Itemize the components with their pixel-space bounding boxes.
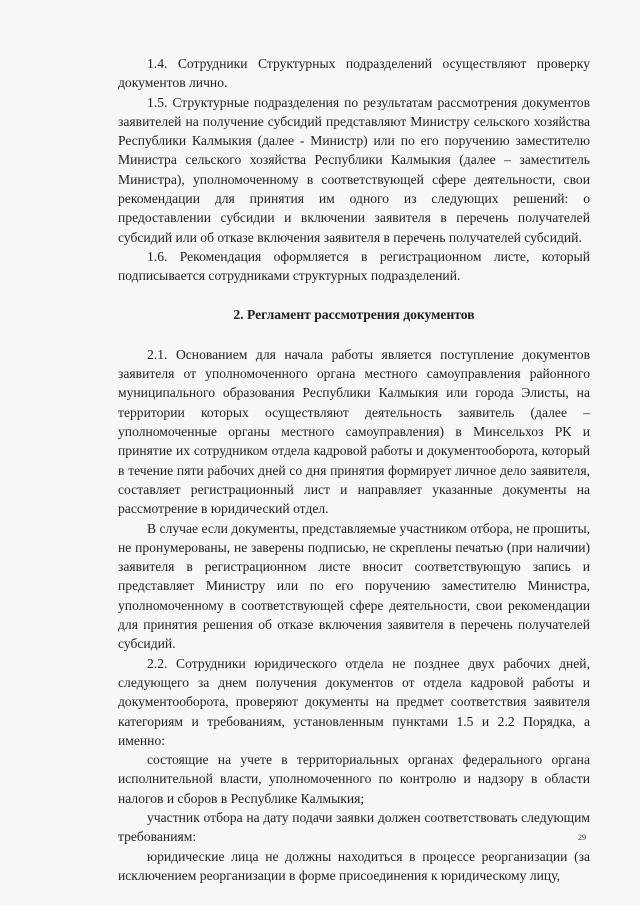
paragraph-1-6: 1.6. Рекомендация оформляется в регистрационном листе, который подписывается сотрудниками структурных подразделений.: [118, 248, 590, 284]
paragraph-tax-registration: состоящие на учете в территориальных органах федерального органа исполнительной власти, уполномоченного по контролю и надзору в области налогов и сборов в Республике Калмыкия;: [118, 752, 590, 806]
paragraph-1-5: 1.5. Структурные подразделения по результатам рассмотрения документов заявителей на получение субсидий представляют Министру сельского хозяйства Республики Калмыкия (далее - Министр) или по его поручению заместителю Министра сельского хозяйства Республики Калмыкия (далее – заместитель Министра), уполномоченному в соответствующей сфере деятельности, свои рекомендации для принятия им одного из следующих решений: о предоставлении субсидии и включении заявителя в перечень получателей субсидий или об отказе включения заявителя в перечень получателей субсидий.: [118, 94, 590, 245]
paragraph-2-2: 2.2. Сотрудники юридического отдела не позднее двух рабочих дней, следующего за днем получения документов от отдела кадровой работы и документооборота, проверяют документы на предмет соответствия заявителя категориям и требованиям, установленным пунктами 1.5 и 2.2 Порядка, а именно:: [118, 655, 590, 748]
paragraph-1-4: 1.4. Сотрудники Структурных подразделений осуществляют проверку документов лично.: [118, 56, 590, 91]
section-heading: 2. Регламент рассмотрения документов: [233, 306, 475, 322]
paragraph-2-1: 2.1. Основанием для начала работы является поступление документов заявителя от уполномоченного органа местного самоуправления районного муниципального образования Республики Калмыкия или города Элисты, на территории которых осуществляют деятельность заявитель (далее – уполномоченные органы местного самоуправления) в Минсельхоз РК и принятие их сотрудником отдела кадровой работы и документооборота, который в течение пяти рабочих дней со дня принятия формирует личное дело заявителя, составляет регистрационный лист и направляет указанные документы на рассмотрение в юридический отдел.: [118, 346, 590, 517]
paragraph-documents-incomplete: В случае если документы, представляемые участником отбора, не прошиты, не пронумерованы, не заверены подписью, не скреплены печатью (при наличии) заявителя в регистрационном листе вносит соответствующую запись и представляет Министру или по его поручению заместителю Министра, уполномоченному в соответствующей сфере деятельности, свои рекомендации для принятия решения об отказе включения заявителя в перечень получателей субсидий.: [118, 520, 590, 652]
page-number: 29: [578, 833, 586, 842]
paragraph-legal-entities: юридические лица не должны находиться в процессе реорганизации (за исключением реорганизации в форме присоединения к юридическому лицу,: [118, 848, 590, 883]
paragraph-requirements: участник отбора на дату подачи заявки должен соответствовать следующим требованиям:: [118, 809, 590, 845]
